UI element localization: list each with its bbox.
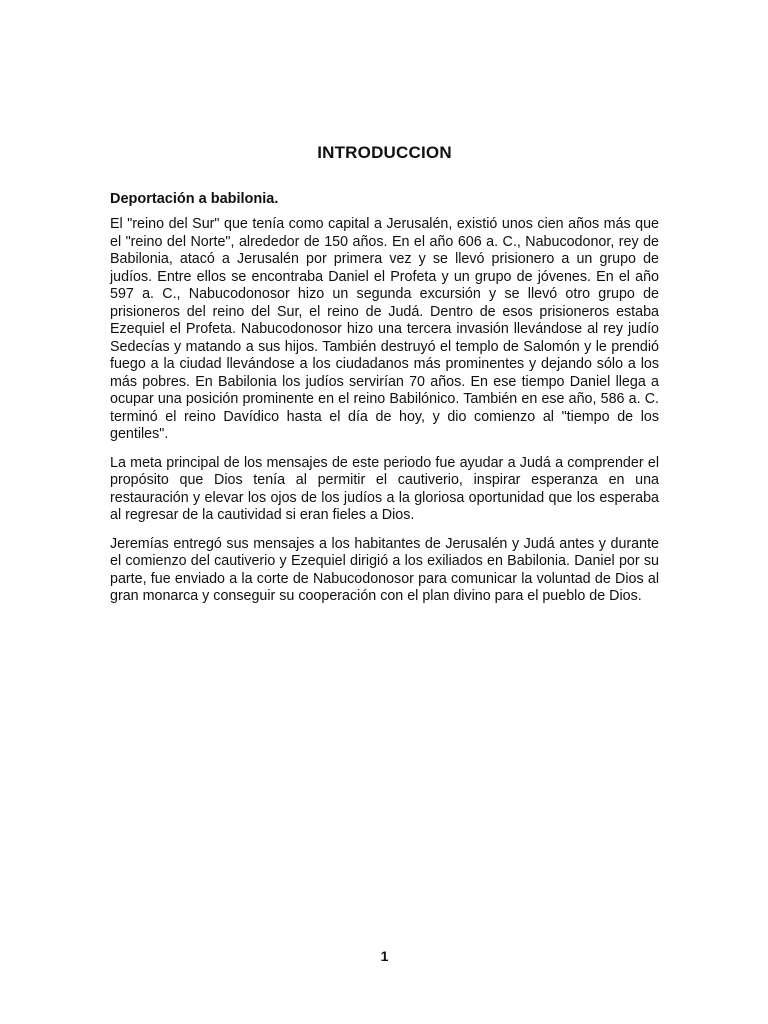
- paragraph: La meta principal de los mensajes de este periodo fue ayudar a Judá a comprender el propósito que Dios tenía al permitir el cautiverio, inspirar esperanza en una restauración y elevar los ojos de los judíos a la gloriosa oportunidad que los esperaba al regresar de la cautividad si eran fieles a Dios.: [110, 454, 659, 523]
- paragraph: Jeremías entregó sus mensajes a los habitantes de Jerusalén y Judá antes y durante el comienzo del cautiverio y Ezequiel dirigió a los exiliados en Babilonia. Daniel por su parte, fue enviado a la corte de Nabucodonosor para comunicar la voluntad de Dios al gran monarca y conseguir su cooperación con el plan divino para el pueblo de Dios.: [110, 535, 659, 604]
- document-page: [110, 0, 659, 1024]
- page-number: 1: [380, 948, 389, 964]
- section-heading: Deportación a babilonia.: [110, 191, 279, 207]
- page-title: INTRODUCCION: [317, 143, 452, 162]
- body-text: [110, 216, 659, 617]
- paragraph: El "reino del Sur" que tenía como capital a Jerusalén, existió unos cien años más que el "reino del Norte", alrededor de 150 años. En el año 606 a. C., Nabucodonor, rey de Babilonia, atacó a Jerusalén por primera vez y se llevó prisionero a un grupo de judíos. Entre ellos se encontraba Daniel el Profeta y un grupo de jóvenes. En el año 597 a. C., Nabucodonosor hizo un segunda excursión y se llevó otro grupo de prisioneros del reino del Sur, el reino de Judá. Dentro de esos prisioneros estaba Ezequiel el Profeta. Nabucodonosor hizo una tercera invasión llevándose al rey judío Sedecías y matando a sus hijos. También destruyó el templo de Salomón y le prendió fuego a la ciudad llevándose a los ciudadanos más prominentes y dejando sólo a los más pobres. En Babilonia los judíos servirían 70 años. En ese tiempo Daniel llega a ocupar una posición prominente en el reino Babilónico. También en ese año, 586 a. C. terminó el reino Davídico hasta el día de hoy, y dio comienzo al "tiempo de los gentiles".: [110, 216, 659, 442]
